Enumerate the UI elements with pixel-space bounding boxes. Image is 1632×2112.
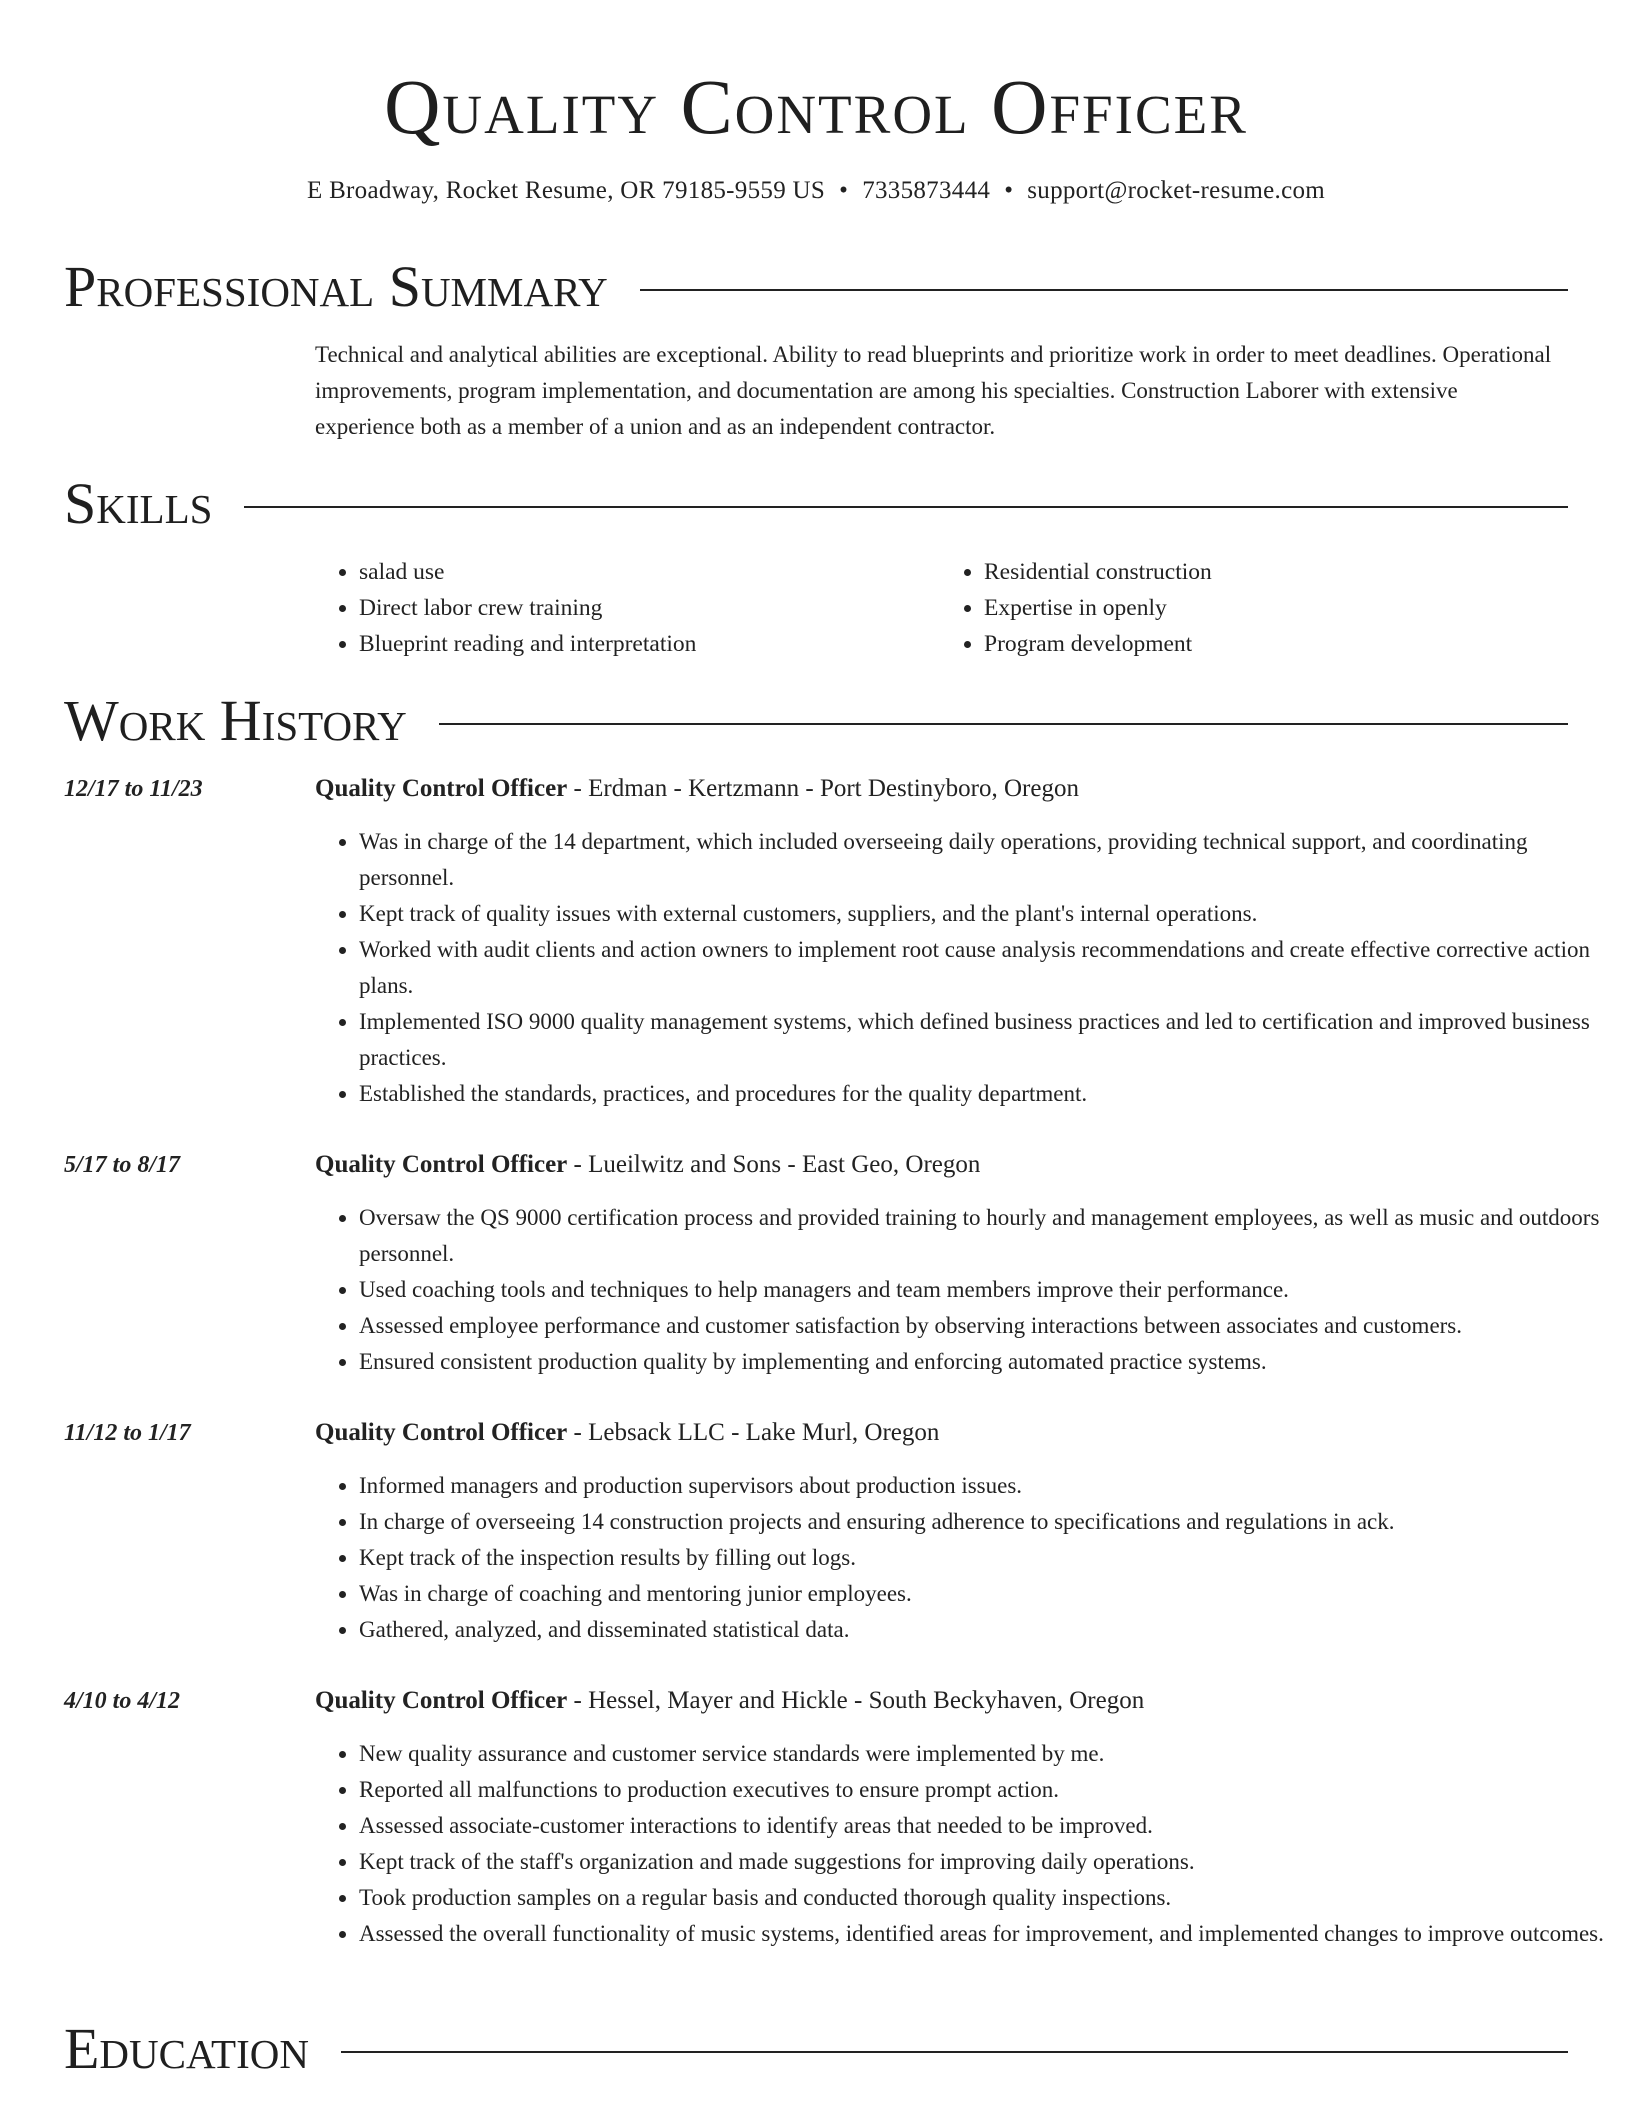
job-bullet: • Informed managers and production supervisors about production issues.: [359, 1468, 1609, 1504]
job-role: Quality Control Officer: [315, 1419, 568, 1446]
skill-item: • Expertise in openly: [984, 590, 1565, 626]
summary-section-header: [64, 254, 1568, 320]
resume-name: Quality Control Officer: [384, 63, 1248, 150]
education-section-header: [64, 2016, 1568, 2082]
skill-item: • Direct labor crew training: [359, 590, 940, 626]
job-dates: 12/17 to 11/23: [64, 776, 203, 802]
job-bullet: • Kept track of the staff's organization and made suggestions for improving daily operations.: [359, 1844, 1609, 1880]
job-bullet: • Ensured consistent production quality by implementing and enforcing automated practice systems.: [359, 1344, 1609, 1380]
job-role: Quality Control Officer: [315, 1687, 568, 1714]
job-role: Quality Control Officer: [315, 1151, 568, 1178]
job-bullet: • Established the standards, practices, and procedures for the quality department.: [359, 1076, 1609, 1112]
job-bullet: • In charge of overseeing 14 construction projects and ensuring adherence to specifications and regulations in ack.: [359, 1504, 1609, 1540]
job-bullet: • Kept track of quality issues with external customers, suppliers, and the plant's internal operations.: [359, 896, 1609, 932]
skill-item: • Blueprint reading and interpretation: [359, 626, 940, 662]
job-bullet: • Oversaw the QS 9000 certification process and provided training to hourly and management employees, as well as music and outdoors personnel.: [359, 1200, 1609, 1272]
job-bullet: • Was in charge of the 14 department, which included overseeing daily operations, providing technical support, and coordinating personnel.: [359, 824, 1609, 896]
section-divider: [341, 2051, 1568, 2053]
skills-list: [315, 554, 1565, 662]
job-bullet: • Used coaching tools and techniques to help managers and team members improve their performance.: [359, 1272, 1609, 1308]
skill-item: • Residential construction: [984, 554, 1565, 590]
section-divider: [244, 506, 1568, 508]
skills-column-right: [940, 554, 1565, 662]
section-divider: [640, 289, 1568, 291]
contact-email[interactable]: support@rocket-resume.com: [1027, 177, 1326, 204]
job-bullet: • Implemented ISO 9000 quality management systems, which defined business practices and led to certification and improved business practices.: [359, 1004, 1609, 1076]
job-heading: [315, 1684, 1565, 1718]
contact-separator: •: [839, 177, 849, 204]
job-dates: 4/10 to 4/12: [64, 1688, 181, 1714]
skill-item: • salad use: [359, 554, 940, 590]
section-divider: [439, 723, 1568, 725]
job-heading: [315, 772, 1565, 806]
job-bullet: • New quality assurance and customer service standards were implemented by me.: [359, 1736, 1609, 1772]
job-dates: 11/12 to 1/17: [64, 1420, 191, 1446]
job-company-location: - Lueilwitz and Sons - East Geo, Oregon: [567, 1151, 981, 1178]
skills-section-header: [64, 471, 1568, 537]
job-bullet-list: [315, 824, 1609, 1112]
contact-separator: •: [1004, 177, 1014, 204]
summary-section-title: Professional Summary: [64, 254, 608, 319]
job-bullet: • Assessed the overall functionality of music systems, identified areas for improvement, and implemented changes to improve outcomes.: [359, 1916, 1609, 1952]
job-company-location: - Hessel, Mayer and Hickle - South Beckyhaven, Oregon: [567, 1687, 1145, 1714]
job-company-location: - Lebsack LLC - Lake Murl, Oregon: [567, 1419, 940, 1446]
job-bullet: • Reported all malfunctions to production executives to ensure prompt action.: [359, 1772, 1609, 1808]
summary-text: Technical and analytical abilities are exceptional. Ability to read blueprints and prioritize work in order to meet deadlines. Operational improvements, program implementation, and documentation are among his specialties. Construction Laborer with extensive experience both as a member of a union and as an independent contractor.: [315, 342, 1552, 439]
job-bullet-list: [315, 1736, 1609, 1952]
job-bullet: • Assessed employee performance and customer satisfaction by observing interactions between associates and customers.: [359, 1308, 1609, 1344]
job-role: Quality Control Officer: [315, 775, 568, 802]
job-bullet: • Kept track of the inspection results by filling out logs.: [359, 1540, 1609, 1576]
job-heading: [315, 1148, 1565, 1182]
education-section-title: Education: [64, 2016, 309, 2081]
job-bullet: • Took production samples on a regular basis and conducted thorough quality inspections.: [359, 1880, 1609, 1916]
job-bullet-list: [315, 1200, 1609, 1380]
job-bullet-list: [315, 1468, 1609, 1648]
contact-line: [0, 174, 1632, 208]
job-company-location: - Erdman - Kertzmann - Port Destinyboro, Oregon: [567, 775, 1079, 802]
skills-column-left: [315, 554, 940, 662]
work-history-section-header: [64, 688, 1568, 754]
job-dates: 5/17 to 8/17: [64, 1152, 181, 1178]
job-heading: [315, 1416, 1565, 1450]
work-history-section-title: Work History: [64, 688, 407, 753]
job-bullet: • Assessed associate-customer interactions to identify areas that needed to be improved.: [359, 1808, 1609, 1844]
job-bullet: • Was in charge of coaching and mentoring junior employees.: [359, 1576, 1609, 1612]
contact-phone: 7335873444: [862, 177, 991, 204]
job-bullet: • Worked with audit clients and action owners to implement root cause analysis recommendations and create effective corrective action plans.: [359, 932, 1609, 1004]
skill-item: • Program development: [984, 626, 1565, 662]
skills-section-title: Skills: [64, 471, 213, 536]
contact-address: E Broadway, Rocket Resume, OR 79185-9559 US: [306, 177, 826, 204]
job-bullet: • Gathered, analyzed, and disseminated statistical data.: [359, 1612, 1609, 1648]
